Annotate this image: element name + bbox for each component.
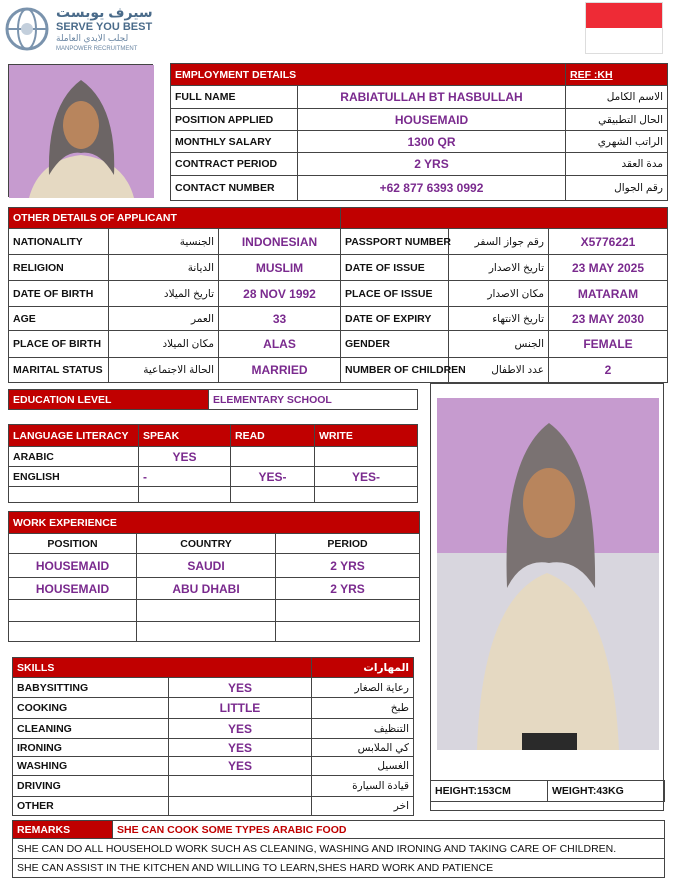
education-value: ELEMENTARY SCHOOL — [209, 390, 418, 410]
issue-date-value: 23 MAY 2025 — [549, 255, 668, 281]
field-label: DATE OF BIRTH — [9, 281, 109, 307]
language-header: LANGUAGE LITERACY — [9, 425, 139, 447]
write-value: YES- — [315, 467, 418, 487]
skill-value: YES — [169, 678, 312, 698]
expiry-value: 23 MAY 2030 — [549, 307, 668, 331]
full-name-value: RABIATULLAH BT HASBULLAH — [298, 86, 566, 109]
skill-label: DRIVING — [13, 776, 169, 797]
remarks-line1: SHE CAN DO ALL HOUSEHOLD WORK SUCH AS CLEANING, WASHING AND IRONING AND TAKING CARE OF CHILDREN. — [13, 839, 665, 859]
period-col: PERIOD — [276, 534, 420, 554]
field-label-ar: عدد الاطفال — [449, 358, 549, 383]
speak-header: SPEAK — [139, 425, 231, 447]
field-label-ar: تاريخ الاصدار — [449, 255, 549, 281]
field-label: AGE — [9, 307, 109, 331]
skill-label-ar: طبخ — [312, 698, 414, 719]
position-col: POSITION — [9, 534, 137, 554]
other-details-table — [8, 207, 668, 383]
empty-cell — [137, 622, 276, 642]
work-period: 2 YRS — [276, 578, 420, 600]
skills-header: SKILLS — [13, 658, 312, 678]
applicant-photo-large-frame — [430, 383, 664, 811]
empty-cell — [276, 622, 420, 642]
work-country: SAUDI — [137, 554, 276, 578]
education-label: EDUCATION LEVEL — [9, 390, 209, 410]
skill-value: YES — [169, 739, 312, 757]
employment-details-table — [170, 63, 668, 201]
skill-label: IRONING — [13, 739, 169, 757]
skill-label-ar: الغسيل — [312, 757, 414, 776]
skill-value — [169, 776, 312, 797]
weight-value: WEIGHT:43KG — [548, 781, 665, 802]
field-label: NATIONALITY — [9, 229, 109, 255]
field-label-ar: الحالة الاجتماعية — [109, 358, 219, 383]
remarks-line2: SHE CAN ASSIST IN THE KITCHEN AND WILLING TO LEARN,SHES HARD WORK AND PATIENCE — [13, 859, 665, 878]
logo-arabic: سيرف يوبست — [56, 4, 153, 20]
issue-place-value: MATARAM — [549, 281, 668, 307]
age-value: 33 — [219, 307, 341, 331]
field-label-ar: تاريخ الانتهاء — [449, 307, 549, 331]
logo-name: SERVE YOU BEST — [56, 21, 153, 33]
speak-value: - — [139, 467, 231, 487]
country-col: COUNTRY — [137, 534, 276, 554]
speak-value: YES — [139, 447, 231, 467]
employment-header: EMPLOYMENT DETAILS — [171, 64, 566, 86]
field-label-ar: الاسم الكامل — [566, 86, 668, 109]
work-period: 2 YRS — [276, 554, 420, 578]
skill-value: YES — [169, 757, 312, 776]
empty-cell — [139, 487, 231, 503]
logo-arabic-sub: لجلب الايدي العاملة — [56, 33, 129, 43]
contract-value: 2 YRS — [298, 153, 566, 176]
education-table — [8, 389, 418, 410]
empty-cell — [9, 487, 139, 503]
language-name: ARABIC — [9, 447, 139, 467]
field-label: RELIGION — [9, 255, 109, 281]
field-label: MONTHLY SALARY — [171, 131, 298, 153]
skill-label-ar: كي الملابس — [312, 739, 414, 757]
field-label-ar: تاريخ الميلاد — [109, 281, 219, 307]
field-label-ar: الجنسية — [109, 229, 219, 255]
dob-value: 28 NOV 1992 — [219, 281, 341, 307]
field-label-ar: العمر — [109, 307, 219, 331]
skills-table — [12, 657, 414, 816]
language-name: ENGLISH — [9, 467, 139, 487]
field-label: CONTRACT PERIOD — [171, 153, 298, 176]
field-label: DATE OF EXPIRY — [341, 307, 449, 331]
read-value — [231, 447, 315, 467]
field-label: DATE OF ISSUE — [341, 255, 449, 281]
skill-label: BABYSITTING — [13, 678, 169, 698]
field-label: PLACE OF ISSUE — [341, 281, 449, 307]
ref-label: REF :KH — [566, 64, 668, 86]
remarks-line0: SHE CAN COOK SOME TYPES ARABIC FOOD — [113, 821, 665, 839]
skill-label-ar: اخر — [312, 797, 414, 816]
nationality-value: INDONESIAN — [219, 229, 341, 255]
field-label: MARITAL STATUS — [9, 358, 109, 383]
marital-value: MARRIED — [219, 358, 341, 383]
work-position: HOUSEMAID — [9, 554, 137, 578]
read-header: READ — [231, 425, 315, 447]
field-label-ar: رقم جواز السفر — [449, 229, 549, 255]
write-header: WRITE — [315, 425, 418, 447]
skill-value — [169, 797, 312, 816]
field-label: GENDER — [341, 331, 449, 358]
field-label-ar: مدة العقد — [566, 153, 668, 176]
skill-label-ar: قيادة السيارة — [312, 776, 414, 797]
skill-value: YES — [169, 719, 312, 739]
passport-value: X5776221 — [549, 229, 668, 255]
company-logo — [4, 4, 154, 56]
work-position: HOUSEMAID — [9, 578, 137, 600]
work-experience-table — [8, 511, 420, 642]
field-label-ar: الديانة — [109, 255, 219, 281]
measurement-table — [430, 780, 665, 802]
write-value — [315, 447, 418, 467]
skill-label-ar: رعاية الصغار — [312, 678, 414, 698]
other-details-header: OTHER DETAILS OF APPLICANT — [9, 208, 341, 229]
field-label: FULL NAME — [171, 86, 298, 109]
field-label-ar: الجنس — [449, 331, 549, 358]
skill-label: WASHING — [13, 757, 169, 776]
field-label: POSITION APPLIED — [171, 109, 298, 131]
applicant-photo-large — [437, 398, 659, 750]
empty-cell — [9, 622, 137, 642]
salary-value: 1300 QR — [298, 131, 566, 153]
position-value: HOUSEMAID — [298, 109, 566, 131]
children-value: 2 — [549, 358, 668, 383]
skill-label-ar: التنظيف — [312, 719, 414, 739]
birthplace-value: ALAS — [219, 331, 341, 358]
logo-sub: MANPOWER RECRUITMENT — [56, 46, 138, 52]
read-value: YES- — [231, 467, 315, 487]
other-details-header-right — [341, 208, 668, 229]
indonesia-flag-icon — [585, 2, 663, 54]
religion-value: MUSLIM — [219, 255, 341, 281]
skill-label: OTHER — [13, 797, 169, 816]
applicant-photo-small — [8, 64, 153, 197]
field-label: CONTACT NUMBER — [171, 176, 298, 201]
work-country: ABU DHABI — [137, 578, 276, 600]
gender-value: FEMALE — [549, 331, 668, 358]
field-label-ar: مكان الاصدار — [449, 281, 549, 307]
empty-cell — [9, 600, 137, 622]
empty-cell — [137, 600, 276, 622]
field-label-ar: رقم الجوال — [566, 176, 668, 201]
contact-value: +62 877 6393 0992 — [298, 176, 566, 201]
height-value: HEIGHT:153CM — [431, 781, 548, 802]
field-label: NUMBER OF CHILDREN — [341, 358, 449, 383]
empty-cell — [276, 600, 420, 622]
skill-label: COOKING — [13, 698, 169, 719]
empty-cell — [231, 487, 315, 503]
logo-globe-icon — [4, 4, 50, 54]
skill-label: CLEANING — [13, 719, 169, 739]
field-label: PASSPORT NUMBER — [341, 229, 449, 255]
skill-value: LITTLE — [169, 698, 312, 719]
work-header: WORK EXPERIENCE — [9, 512, 420, 534]
remarks-label: REMARKS — [13, 821, 113, 839]
remarks-table — [12, 820, 665, 878]
empty-cell — [315, 487, 418, 503]
field-label: PLACE OF BIRTH — [9, 331, 109, 358]
language-table — [8, 424, 418, 503]
field-label-ar: الحال التطبيقي — [566, 109, 668, 131]
field-label-ar: مكان الميلاد — [109, 331, 219, 358]
field-label-ar: الراتب الشهري — [566, 131, 668, 153]
skills-header-ar: المهارات — [312, 658, 414, 678]
